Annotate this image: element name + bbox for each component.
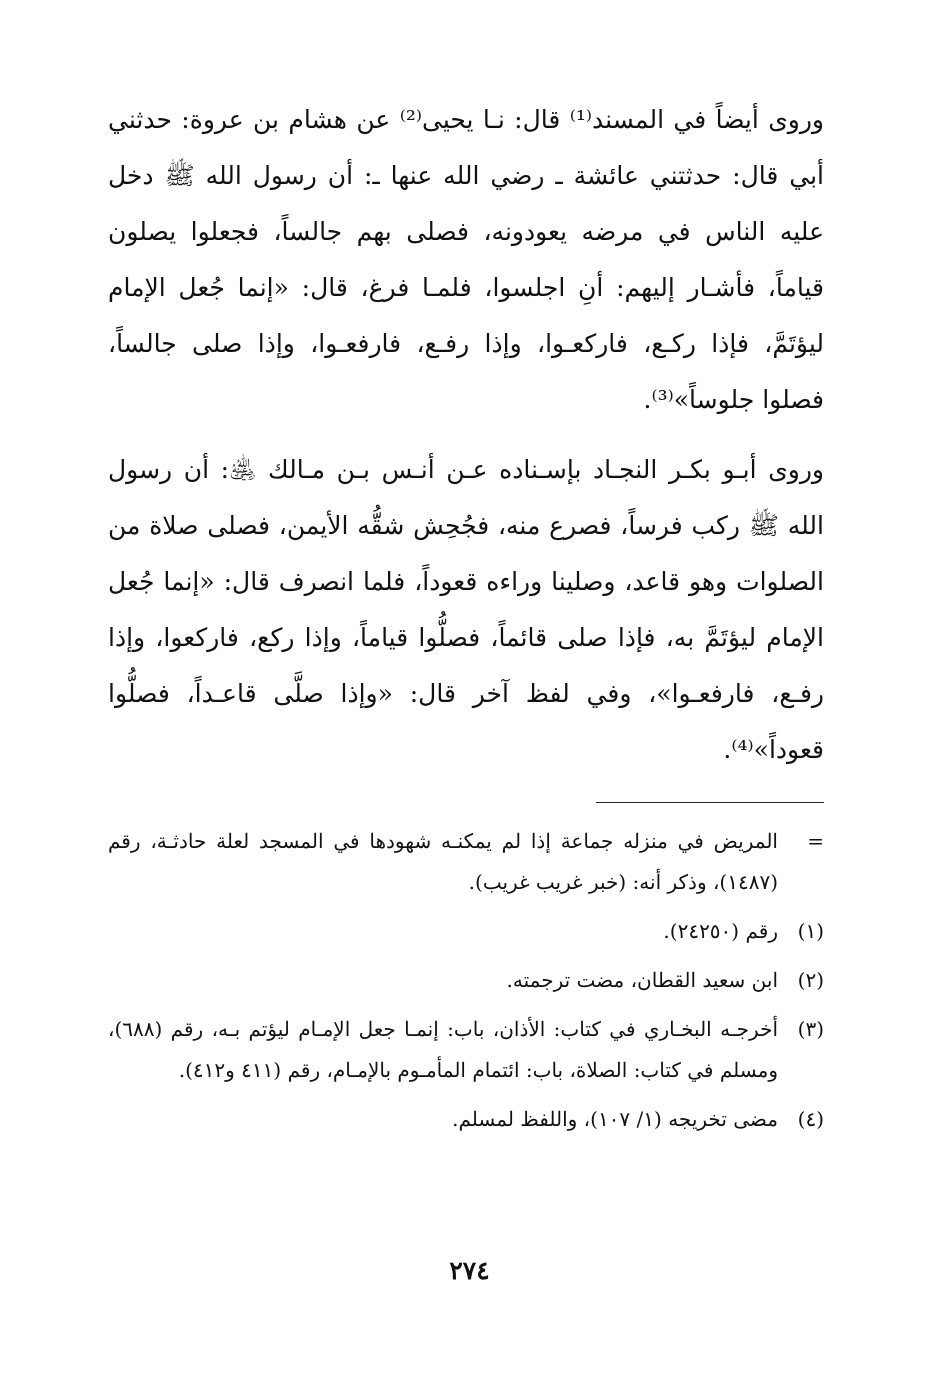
footnote-marker: (٤) [797,1107,824,1131]
body-paragraph-1: وروى أيضاً في المسند⁽¹⁾ قال: نـا يحيى⁽²⁾ عن هشام بن عروة: حدثني أبي قال: حدثتني عائشة ـ رضي الله عنها ـ: أن رسول الله ﷺ دخل عليه الناس في مرضه يعودونه، فصلى بهم جالساً، فجعلوا يصلون قياماً، فأشـار إليهم: أنِ اجلسوا، فلمـا فرغ، قال: «إنما جُعل الإمام ليؤتَمَّ، فإذا ركـع، فاركعـوا، وإذا رفـع، فارفعـوا، وإذا صلى جالساً، فصلوا جلوساً»⁽³⁾. [108,105,824,414]
footnotes-list [108,821,824,1140]
body-paragraph-2: وروى أبـو بكـر النجـاد بإسـناده عـن أنـس بـن مـالك ﵁: أن رسول الله ﷺ ركب فرساً، فصرع منه، فجُحِش شقُّه الأيمن، فصلى صلاة من الصلوات وهو قاعد، وصلينا وراءه قعوداً، فلما انصرف قال: «إنما جُعل الإمام ليؤتَمَّ به، فإذا صلى قائماً، فصلُّوا قياماً، وإذا ركع، فاركعوا، وإذا رفـع، فارفعـوا»، وفي لفظ آخر قال: «وإذا صلَّى قاعـداً، فصلُّوا قعوداً»⁽⁴⁾. [108,455,824,764]
footnote-text: المريض في منزله جماعة إذا لم يمكنـه شهودها في المسجد لعلة حادثـة، رقم (١٤٨٧)، وذكر أنه: (خبر غريب غريب). [108,829,778,894]
footnote-1 [108,911,824,952]
footnote-4 [108,1099,824,1140]
footnote-text: ابن سعيد القطان، مضت ترجمته. [506,968,778,992]
footnote-marker: = [807,829,824,853]
footnote-marker: (٣) [797,1017,824,1041]
footnote-marker: (٢) [797,968,824,992]
footnote-text: أخرجـه البخـاري في كتاب: الأذان، باب: إنمـا جعل الإمـام ليؤتم بـه، رقم (٦٨٨)، ومسلم في كتاب: الصلاة، باب: ائتمام المأمـوم بالإمـام، رقم (٤١١ و٤١٢). [108,1017,778,1082]
footnote-marker: (١) [797,919,824,943]
footnote-2 [108,960,824,1001]
page-number: ٢٧٤ [449,1256,490,1285]
footnote-text: مضى تخريجه (١/ ١٠٧)، واللفظ لمسلم. [452,1107,778,1131]
footnote-3 [108,1009,824,1091]
footnote-divider [596,802,824,803]
footnote-text: رقم (٢٤٢٥٠). [663,919,778,943]
footnote-continuation [108,821,824,903]
book-page [108,92,824,1148]
